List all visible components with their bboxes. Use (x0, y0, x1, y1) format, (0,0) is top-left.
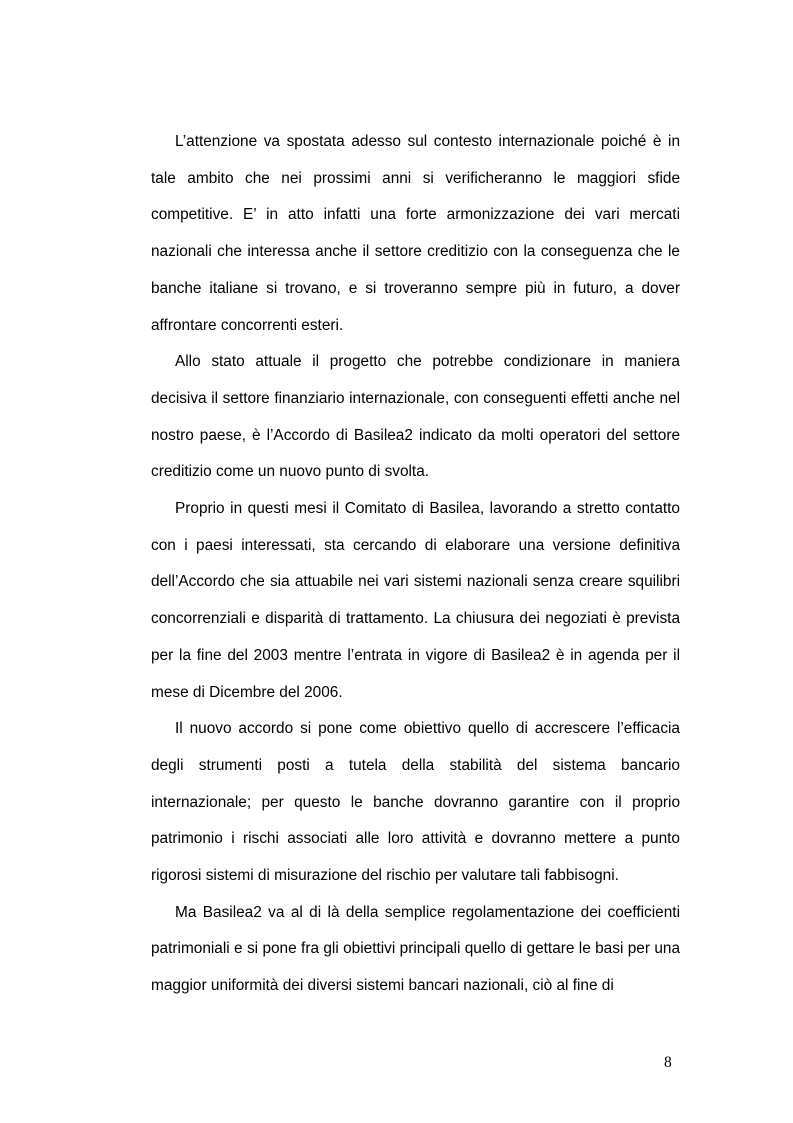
paragraph-1: L’attenzione va spostata adesso sul contesto internazionale poiché è in tale ambito che nei prossimi anni si verificheranno le maggiori sfide competitive. E’ in atto infatti una forte armonizzazione dei vari mercati nazionali che interessa anche il settore creditizio con la conseguenza che le banche italiane si trovano, e si troveranno sempre più in futuro, a dover affrontare concorrenti esteri. (151, 133, 680, 334)
page-number: 8 (664, 1054, 672, 1071)
paragraph-3: Proprio in questi mesi il Comitato di Basilea, lavorando a stretto contatto con i paesi interessati, sta cercando di elaborare una versione definitiva dell’Accordo che sia attuabile nei vari sistemi nazionali senza creare squilibri concorrenziali e disparità di trattamento. La chiusura dei negoziati è prevista per la fine del 2003 mentre l’entrata in vigore di Basilea2 è in agenda per il mese di Dicembre del 2006. (151, 500, 680, 701)
body-text (151, 124, 680, 1005)
paragraph-5: Ma Basilea2 va al di là della semplice regolamentazione dei coefficienti patrimoniali e si pone fra gli obiettivi principali quello di gettare le basi per una maggior uniformità dei diversi sistemi bancari nazionali, ciò al fine di (151, 903, 680, 995)
paragraph-4: Il nuovo accordo si pone come obiettivo quello di accrescere l’efficacia degli strumenti posti a tutela della stabilità del sistema bancario internazionale; per questo le banche dovranno garantire con il proprio patrimonio i rischi associati alle loro attività e dovranno mettere a punto rigorosi sistemi di misurazione del rischio per valutare tali fabbisogni. (151, 720, 680, 885)
paragraph-2: Allo stato attuale il progetto che potrebbe condizionare in maniera decisiva il settore finanziario internazionale, con conseguenti effetti anche nel nostro paese, è l’Accordo di Basilea2 indicato da molti operatori del settore creditizio come un nuovo punto di svolta. (151, 353, 680, 481)
